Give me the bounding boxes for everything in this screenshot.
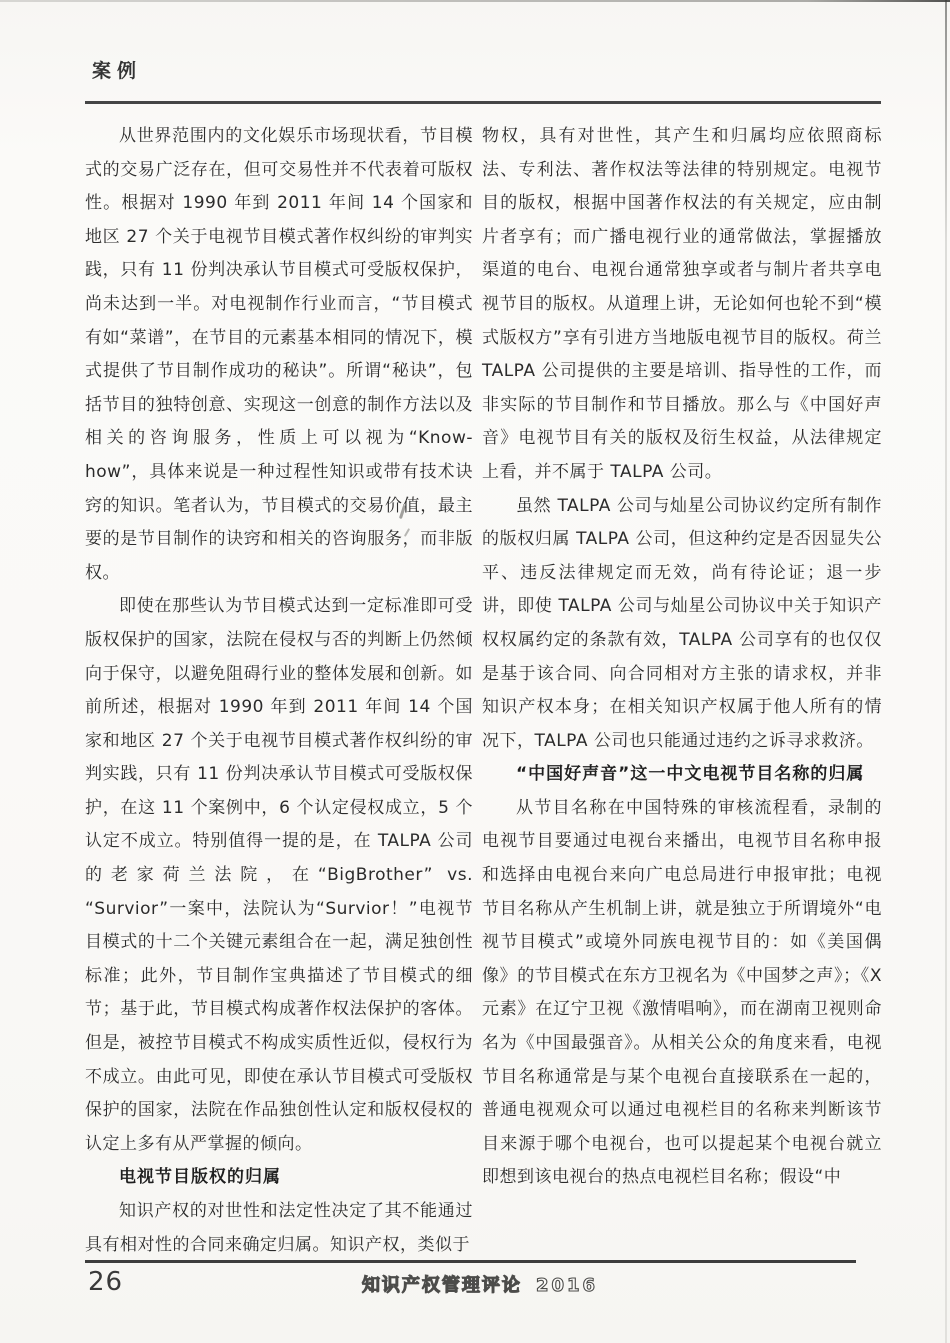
- paragraph-ip-attributes-continued: 物权，具有对世性，其产生和归属均应依照商标法、专利法、著作权法等法律的特别规定。电视节目的版权，根据中国著作权法的有关规定，应由制片者享有；而广播电视行业的通常做法，掌握播放渠道的电台、电视台通常独享或者与制片者共享电视节目的版权。从道理上讲，无论如何也轮不到“模式版权方”享有引进方当地版电视节目的版权。荷兰 TALPA 公司提供的主要是培训、指导性的工作，而非实际的节目制作和节目播放。那么与《中国好声音》电视节目有关的版权及衍生权益，从法律规定上看，并不属于 TALPA 公司。: [482, 126, 882, 482]
- journal-title: 知识产权管理评论: [361, 1275, 522, 1296]
- paragraph-program-name-approval: 从节目名称在中国特殊的审核流程看，录制的电视节目要通过电视台来播出，电视节目名称申报和选择由电视台来向广电总局进行申报审批；电视节目名称从产生机制上讲，就是独立于所谓境外“电视节目模式”或境外同族电视节目的：如《美国偶像》的节目模式在东方卫视名为《中国梦之声》；《X元素》在辽宁卫视《激情唱响》，而在湖南卫视则命名为《中国最强音》。从相关公众的角度来看，电视节目名称通常是与某个电视台直接联系在一起的，普通电视观众可以通过电视栏目的名称来判断该节目来源于哪个电视台，也可以提起某个电视台就立即想到该电视台的热点电视栏目名称；假设“中: [482, 797, 882, 1188]
- paragraph-program-format-trade: 从世界范围内的文化娱乐市场现状看，节目模式的交易广泛存在，但可交易性并不代表着可版权性。根据对 1990 年到 2011 年间 14 个国家和地区 27 个关于电视节目模式著作权纠纷的审判实践，只有 11 份判决承认节目模式可受版权保护，尚未达到一半。对电视制作行业而言，“节目模式有如“菜谱”，在节目的元素基本相同的情况下，模式提供了节目制作成功的秘诀”。所谓“秘诀”，包括节目的独特创意、实现这一创意的制作方法以及相关的咨询服务，性质上可以视为“Know-how”，具体来说是一种过程性知识或带有技术诀窍的知识。笔者认为，节目模式的交易价值，最主要的是节目制作的诀窍和相关的咨询服务，而非版权。: [85, 126, 473, 583]
- page-number: 26: [88, 1267, 124, 1297]
- scan-edge-top: [0, 0, 950, 2]
- scan-edge-right: [945, 0, 947, 1343]
- left-column: [85, 120, 473, 1262]
- footer-rule: [85, 1260, 856, 1263]
- section-label: 案例: [92, 60, 143, 82]
- paragraph-talpa-canxing-agreement: 虽然 TALPA 公司与灿星公司协议约定所有制作的版权归属 TALPA 公司，但这种约定是否因显失公平、违反法律规定而无效，尚有待论证；退一步讲，即使 TALPA 公司与灿星公司协议中关于知识产权权属约定的条款有效，TALPA 公司享有的也仅仅是基于该合同、向合同相对方主张的请求权，并非知识产权本身；在相关知识产权属于他人所有的情况下，TALPA 公司也只能通过违约之诉寻求救济。: [482, 495, 882, 751]
- journal-footer: [330, 1271, 630, 1297]
- heading-voice-of-china-name-ownership: “中国好声音”这一中文电视节目名称的归属: [516, 764, 865, 785]
- paragraph-ip-attributes: 知识产权的对世性和法定性决定了其不能通过具有相对性的合同来确定归属。知识产权，类似于: [85, 1201, 473, 1255]
- paragraph-court-practice: 即使在那些认为节目模式达到一定标准即可受版权保护的国家，法院在侵权与否的判断上仍然倾向于保守，以避免阻碍行业的整体发展和创新。如前所述，根据对 1990 年到 2011 年间 14 个国家和地区 27 个关于电视节目模式著作权纠纷的审判实践，只有 11 份判决承认节目模式可受版权保护，在这 11 个案例中，6 个认定侵权成立，5 个认定不成立。特别值得一提的是，在 TALPA 公司的老家荷兰法院，在“BigBrother” vs. “Survior”一案中，法院认为“Survior！”电视节目模式的十二个关键元素组合在一起，满足独创性标准；此外，节目制作宝典描述了节目模式的细节；基于此，节目模式构成著作权法保护的客体。但是，被控节目模式不构成实质性近似，侵权行为不成立。由此可见，即使在承认节目模式可受版权保护的国家，法院在作品独创性认定和版权侵权的认定上多有从严掌握的倾向。: [85, 596, 473, 1154]
- journal-year: 2016: [535, 1275, 599, 1296]
- right-column: [482, 120, 882, 1195]
- heading-tv-program-copyright-ownership: 电视节目版权的归属: [119, 1167, 281, 1188]
- header-rule: [85, 101, 881, 104]
